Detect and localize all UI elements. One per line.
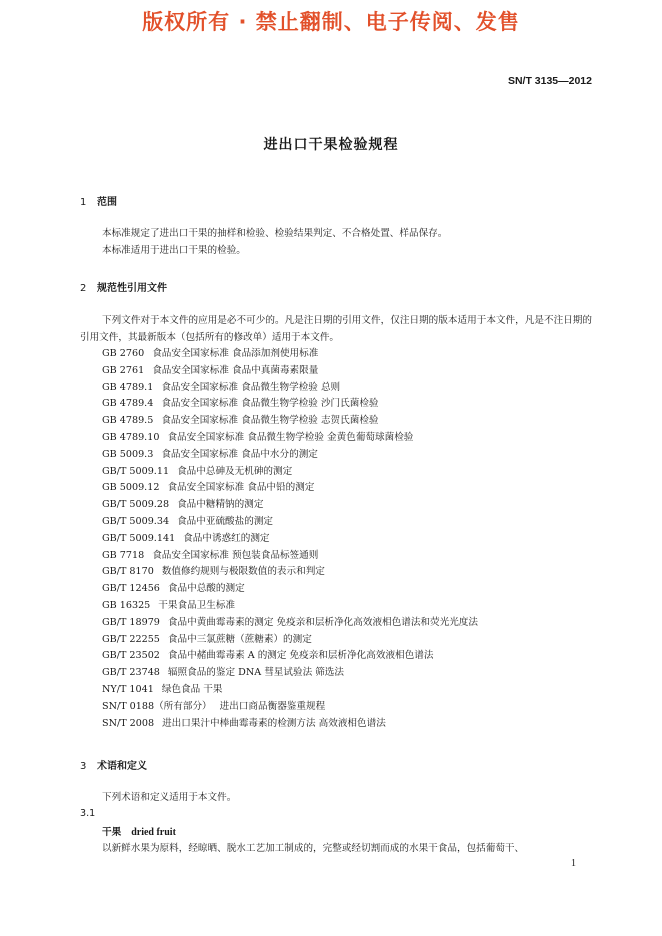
reference-title: 食品中赭曲霉毒素 A 的测定 免疫亲和层析净化高效液相色谱法 — [167, 650, 434, 662]
reference-title: 食品中糖精钠的测定 — [177, 499, 264, 511]
reference-title: 食品中三氯蔗糖（蔗糖素）的测定 — [167, 633, 312, 645]
paragraph: 下列文件对于本文件的应用是必不可少的。凡是注日期的引用文件，仅注日期的版本适用于本文件，凡是不注日期的引用文件，其最新版本（包括所有的修改单）适用于本文件。 — [80, 315, 592, 343]
reference-title: 食品安全国家标准 食品微生物学检验 金黄色葡萄球菌检验 — [167, 431, 414, 443]
reference-item — [102, 514, 478, 531]
section-heading-2 — [80, 279, 167, 294]
reference-code: SN/T 2008 — [102, 717, 155, 729]
reference-code: GB/T 5009.141 — [102, 532, 176, 544]
reference-item — [102, 598, 478, 615]
paragraph: 下列术语和定义适用于本文件。 — [102, 792, 237, 803]
reference-code: GB/T 18979 — [102, 616, 160, 628]
section-title: 术语和定义 — [97, 761, 147, 772]
reference-code: SN/T 0188（所有部分） — [102, 700, 212, 712]
reference-title: 食品安全国家标准 食品中真菌毒素限量 — [152, 364, 319, 376]
reference-code: GB/T 5009.11 — [102, 465, 170, 477]
reference-item — [102, 699, 478, 716]
reference-code: GB 7718 — [102, 549, 145, 561]
reference-item — [102, 396, 478, 413]
reference-item — [102, 615, 478, 632]
section-heading-1 — [80, 193, 117, 208]
reference-code: GB/T 23748 — [102, 667, 160, 679]
reference-title: 食品中亚硫酸盐的测定 — [177, 515, 274, 527]
reference-title: 食品中总酸的测定 — [167, 583, 245, 595]
section-heading-3 — [80, 757, 147, 772]
reference-title: 食品中总砷及无机砷的测定 — [177, 465, 293, 477]
reference-title: 进出口果汁中棒曲霉毒素的检测方法 高效液相色谱法 — [162, 717, 386, 729]
term-chinese: 干果 — [102, 827, 122, 838]
section-title: 规范性引用文件 — [97, 283, 167, 294]
reference-title: 食品中黄曲霉毒素的测定 免疫亲和层析净化高效液相色谱法和荧光光度法 — [167, 616, 478, 628]
reference-item — [102, 665, 478, 682]
reference-title: 进出口商品衡器鉴重规程 — [219, 700, 326, 712]
reference-list — [102, 346, 478, 732]
reference-title: 食品安全国家标准 食品中水分的测定 — [161, 448, 318, 460]
reference-code: GB/T 23502 — [102, 650, 160, 662]
reference-title: 数值修约规则与极限数值的表示和判定 — [161, 566, 325, 578]
reference-item — [102, 346, 478, 363]
term-entry — [102, 824, 176, 838]
reference-item — [102, 548, 478, 565]
reference-code: GB 16325 — [102, 599, 151, 611]
reference-item — [102, 564, 478, 581]
reference-title: 食品安全国家标准 食品添加剂使用标准 — [152, 348, 319, 359]
reference-item — [102, 682, 478, 699]
reference-item — [102, 363, 478, 380]
section-number: 3 — [80, 761, 87, 772]
term-definition: 以新鲜水果为原料，经晾晒、脱水工艺加工制成的，完整或经切割而成的水果干食品，包括葡萄干、 — [102, 843, 525, 854]
reference-title: 食品中诱惑红的测定 — [183, 532, 270, 544]
reference-item — [102, 380, 478, 397]
reference-title: 辐照食品的鉴定 DNA 彗星试验法 筛选法 — [167, 667, 344, 679]
reference-item — [102, 531, 478, 548]
reference-code: GB 4789.10 — [102, 431, 160, 443]
section-number: 2 — [80, 283, 87, 294]
reference-code: GB/T 5009.34 — [102, 515, 170, 527]
reference-code: GB 2761 — [102, 364, 145, 376]
reference-item — [102, 447, 478, 464]
reference-item — [102, 464, 478, 481]
reference-item — [102, 413, 478, 430]
reference-title: 绿色食品 干果 — [161, 683, 223, 695]
reference-item — [102, 632, 478, 649]
standard-code: SN/T 3135—2012 — [507, 75, 592, 87]
reference-code: GB 4789.4 — [102, 398, 154, 410]
reference-title: 干果食品卫生标准 — [158, 599, 236, 611]
reference-code: GB 2760 — [102, 348, 145, 359]
term-english: dried fruit — [131, 827, 176, 838]
reference-item — [102, 497, 478, 514]
reference-code: GB/T 12456 — [102, 583, 160, 595]
reference-code: GB 5009.12 — [102, 482, 160, 494]
reference-title: 食品安全国家标准 食品微生物学检验 总则 — [161, 381, 341, 393]
section-title: 范围 — [97, 197, 117, 208]
reference-code: GB 4789.5 — [102, 415, 154, 427]
reference-title: 食品安全国家标准 预包装食品标签通则 — [152, 549, 319, 561]
reference-title: 食品安全国家标准 食品微生物学检验 志贺氏菌检验 — [161, 415, 379, 427]
page-number: 1 — [571, 858, 576, 869]
reference-item — [102, 581, 478, 598]
document-title: 进出口干果检验规程 — [263, 137, 399, 153]
paragraph: 本标准规定了进出口干果的抽样和检验、检验结果判定、不合格处置、样品保存。 — [102, 228, 448, 239]
reference-title: 食品安全国家标准 食品中铅的测定 — [167, 482, 315, 494]
reference-code: NY/T 1041 — [102, 683, 154, 695]
reference-code: GB 5009.3 — [102, 448, 154, 460]
reference-code: GB/T 8170 — [102, 566, 154, 578]
watermark: 版权所有 · 禁止翻制、电子传阅、发售 — [142, 10, 520, 34]
reference-item — [102, 430, 478, 447]
reference-code: GB/T 5009.28 — [102, 499, 170, 511]
section-number: 1 — [80, 197, 87, 208]
subsection-number: 3.1 — [80, 808, 96, 819]
reference-item — [102, 648, 478, 665]
paragraph: 本标准适用于进出口干果的检验。 — [102, 245, 246, 256]
reference-item — [102, 716, 478, 733]
reference-code: GB 4789.1 — [102, 381, 154, 393]
reference-code: GB/T 22255 — [102, 633, 160, 645]
reference-title: 食品安全国家标准 食品微生物学检验 沙门氏菌检验 — [161, 398, 379, 410]
reference-item — [102, 480, 478, 497]
